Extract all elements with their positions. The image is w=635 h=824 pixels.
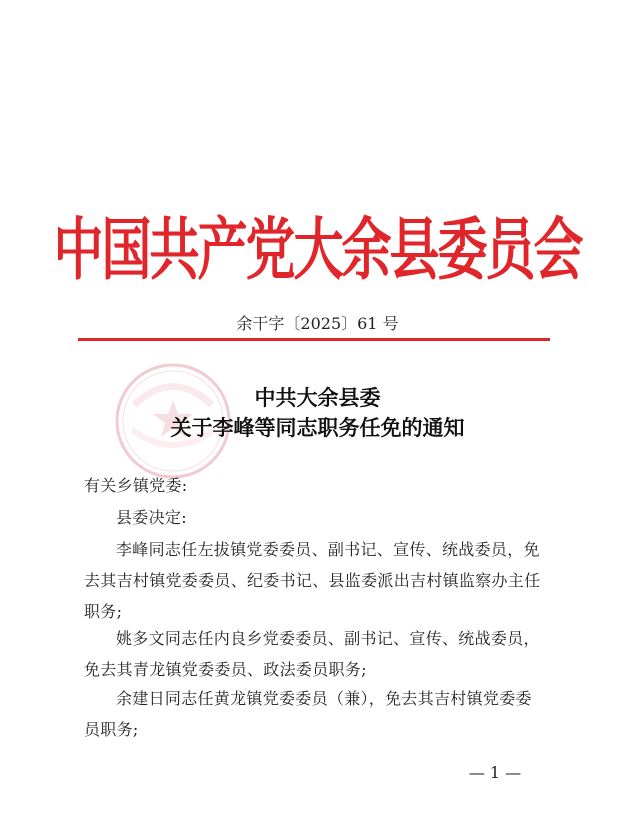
paragraph-decision	[84, 502, 554, 533]
salutation-text: 有关乡镇党委:	[84, 476, 188, 495]
paragraph-line: 员职务;	[84, 720, 139, 739]
paragraph-appointment-li-feng	[84, 534, 554, 627]
organization-header: 中国共产党大余县委员会	[53, 210, 582, 290]
paragraph-line: 职务;	[84, 602, 123, 621]
paragraph-line: 去其吉村镇党委委员、纪委书记、县监委派出吉村镇监察办主任	[84, 571, 541, 590]
paragraph-line: 李峰同志任左拔镇党委委员、副书记、宣传、统战委员，免	[116, 540, 540, 559]
paragraph-line: 余建日同志任黄龙镇党委委员（兼），免去其吉村镇党委委	[116, 689, 532, 708]
paragraph-line: 姚多文同志任内良乡党委委员、副书记、宣传、统战委员，	[116, 629, 540, 648]
red-divider-line	[78, 338, 550, 341]
paragraph-line: 县委决定:	[116, 508, 187, 527]
paragraph-line: 免去其青龙镇党委委员、政法委员职务;	[84, 660, 367, 679]
document-number: 余干字〔2025〕61 号	[236, 314, 399, 333]
salutation	[84, 470, 554, 501]
page-number: — 1 —	[468, 763, 522, 782]
paragraph-appointment-yao-duowen	[84, 623, 554, 685]
notice-title-line-1: 中共大余县委	[254, 386, 381, 410]
notice-title-line-2: 关于李峰等同志职务任免的通知	[170, 416, 465, 440]
paragraph-appointment-yu-jianri	[84, 683, 554, 745]
